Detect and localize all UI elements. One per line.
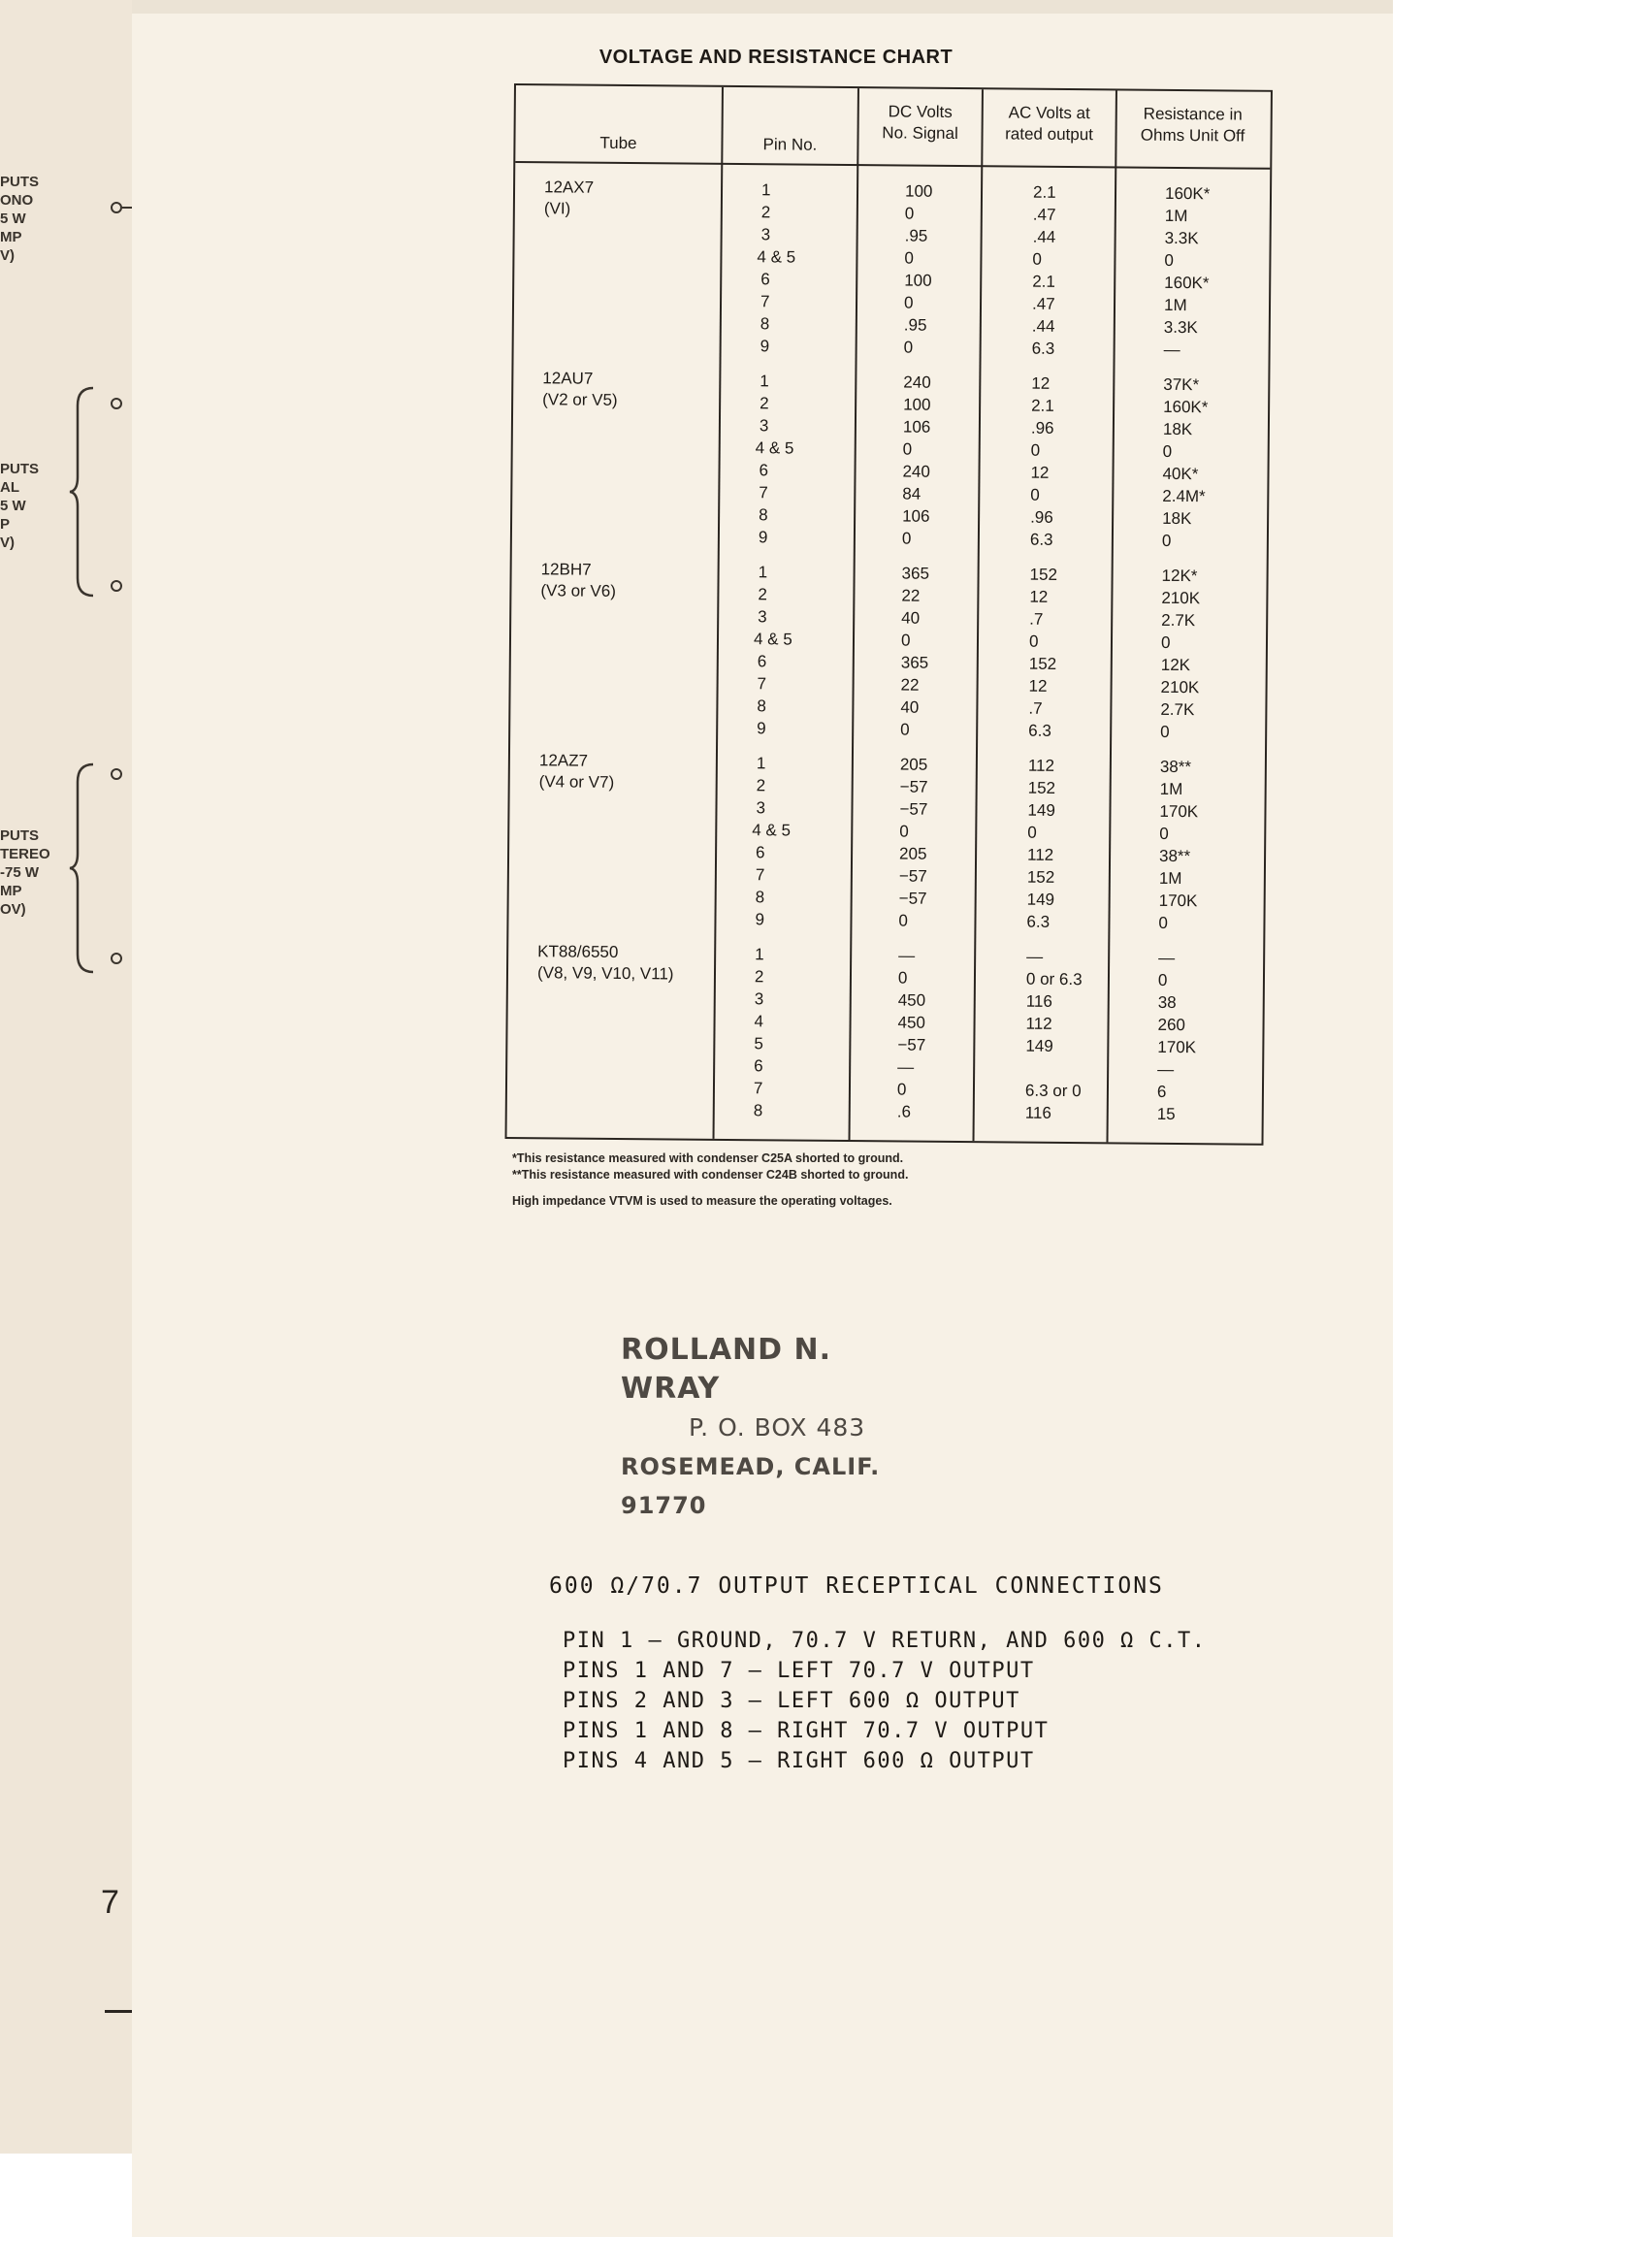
stamp-name: ROLLAND N. WRAY [621, 1333, 832, 1406]
cell-ac: 6.3 or 0 [1024, 1081, 1082, 1101]
tube-type: 12AZ7 [538, 751, 589, 770]
cell-res: 1M [1158, 868, 1182, 889]
cell-pins: 9 [760, 337, 770, 356]
cell-res: 0 [1160, 722, 1170, 741]
cell-ac: 152 [1029, 565, 1058, 584]
cell-dc: 0 [902, 439, 913, 459]
cell-dc: .95 [904, 226, 928, 245]
cell-ac: 149 [1026, 890, 1055, 909]
cell-pins: 7 [757, 674, 767, 694]
cell-pins: 6 [754, 1056, 763, 1076]
cell-dc: 22 [900, 675, 920, 695]
tube-group [507, 941, 1264, 1139]
cell-dc: 0 [903, 338, 914, 357]
connection-line: PIN 1 – GROUND, 70.7 V RETURN, AND 600 Ω C.T. [563, 1629, 1207, 1653]
column-pins [754, 943, 764, 1121]
cell-res: 38 [1157, 992, 1177, 1012]
tube-group [510, 559, 1267, 757]
cell-ac: 116 [1025, 991, 1052, 1011]
tube-label [544, 177, 594, 219]
column-pins [752, 752, 792, 930]
cell-ac: 6.3 [1029, 530, 1053, 549]
cell-dc: 22 [901, 586, 921, 605]
previous-page-number: 7 [101, 1884, 119, 1921]
cell-dc: 0 [901, 529, 912, 548]
cell-dc: 0 [899, 822, 909, 841]
cell-dc: −57 [898, 866, 927, 886]
cell-ac: .7 [1028, 698, 1043, 718]
cell-ac: 0 or 6.3 [1025, 969, 1083, 989]
cell-res: 1M [1164, 206, 1188, 226]
cell-dc: 240 [903, 373, 931, 392]
cell-pins: 4 [754, 1012, 764, 1031]
cell-dc: — [897, 1057, 915, 1077]
cell-res: 260 [1157, 1015, 1186, 1035]
tube-position: (V3 or V6) [540, 581, 617, 600]
cell-ac: 149 [1027, 800, 1055, 820]
cell-dc: −57 [899, 777, 928, 796]
jack-terminal-icon [111, 202, 122, 213]
stamp-box: P. O. BOX 483 [689, 1413, 866, 1442]
cell-pins: 9 [758, 528, 768, 547]
tube-position: (VI) [543, 199, 571, 218]
tube-label [537, 941, 674, 985]
column-ac [1025, 946, 1083, 1124]
cell-pins: 2 [754, 967, 764, 987]
column-ac [1030, 373, 1054, 551]
stamp-city: ROSEMEAD, CALIF. 91770 [621, 1453, 881, 1519]
header-tube: Tube [599, 133, 637, 153]
cell-ac: — [1026, 947, 1044, 966]
tube-group [513, 177, 1270, 374]
cell-pins: 3 [754, 989, 764, 1009]
cell-pins: 2 [758, 585, 767, 604]
cell-ac: 12 [1030, 463, 1050, 482]
cell-dc: 365 [901, 564, 930, 583]
tube-type: 12BH7 [540, 560, 592, 579]
cell-dc: .6 [896, 1102, 912, 1121]
cell-pins: 8 [757, 697, 766, 716]
cell-dc: 84 [902, 484, 922, 503]
cell-res: 0 [1158, 913, 1169, 932]
cell-ac: 152 [1027, 778, 1056, 797]
cell-res: 18K [1162, 508, 1192, 529]
cell-res: 170K [1157, 1037, 1197, 1057]
cell-dc: −57 [898, 889, 927, 908]
cell-res: 0 [1161, 531, 1172, 550]
previous-page-label-2: PUTS AL 5 W P V) [0, 461, 40, 551]
cell-res: 160K* [1164, 273, 1210, 293]
cell-res: 2.7K [1161, 610, 1196, 631]
column-dc [900, 563, 929, 741]
header-resistance: Resistance in Ohms Unit Off [1140, 104, 1245, 146]
cell-pins: 9 [755, 910, 765, 929]
cell-dc: .95 [903, 315, 927, 335]
brace-icon [68, 762, 97, 974]
cell-res: 160K* [1164, 183, 1211, 204]
cell-ac: .44 [1032, 227, 1056, 246]
cell-ac: 6.3 [1026, 912, 1051, 931]
cell-pins: 6 [756, 843, 765, 862]
tube-group [512, 368, 1269, 566]
cell-ac: 0 [1028, 632, 1039, 651]
cell-dc: 0 [900, 631, 911, 650]
connection-line: PINS 1 AND 7 – LEFT 70.7 V OUTPUT [563, 1659, 1035, 1683]
cell-dc: 100 [904, 271, 932, 290]
cell-ac: 6.3 [1031, 339, 1055, 358]
connection-line: PINS 2 AND 3 – LEFT 600 Ω OUTPUT [563, 1689, 1020, 1713]
cell-res: — [1157, 1059, 1175, 1079]
cell-dc: 205 [899, 844, 927, 863]
jack-terminal-icon [111, 953, 122, 964]
column-pins [755, 370, 794, 548]
cell-pins: 8 [760, 314, 770, 334]
cell-res: 3.3K [1163, 317, 1198, 338]
footnote: **This resistance measured with condenser C24B shorted to ground. [512, 1168, 909, 1182]
cell-pins: 1 [760, 180, 771, 200]
cell-pins: 4 & 5 [752, 821, 792, 840]
cell-dc: −57 [897, 1035, 926, 1054]
cell-pins: 8 [753, 1101, 763, 1120]
column-dc [904, 180, 933, 359]
cell-dc: 0 [904, 248, 914, 268]
cell-pins: 3 [758, 607, 767, 627]
header-pin: Pin No. [762, 135, 818, 154]
cell-dc: 0 [897, 968, 908, 988]
cell-pins: 1 [758, 563, 768, 582]
cell-res: 0 [1157, 970, 1168, 989]
cell-ac: .7 [1029, 609, 1044, 629]
cell-ac: 152 [1028, 654, 1057, 673]
cell-res: — [1158, 948, 1176, 967]
cell-res: 0 [1160, 632, 1171, 652]
cell-dc: 240 [902, 462, 930, 481]
cell-res: 210K [1161, 588, 1201, 608]
cell-dc: — [898, 946, 916, 965]
cell-ac: .47 [1032, 205, 1056, 224]
cell-ac: .96 [1030, 418, 1054, 437]
cell-dc: 365 [900, 653, 929, 672]
tube-label [539, 750, 615, 794]
column-res [1157, 947, 1197, 1125]
cell-ac: 149 [1025, 1036, 1053, 1055]
chart-footnotes [512, 1150, 908, 1210]
cell-res: 0 [1164, 250, 1174, 270]
cell-pins: 9 [757, 719, 766, 738]
cell-dc: 106 [902, 506, 930, 526]
cell-ac: 116 [1024, 1103, 1051, 1122]
column-pins [757, 178, 796, 357]
cell-pins: 6 [757, 652, 767, 671]
cell-res: 0 [1162, 441, 1173, 461]
cell-ac: 2.1 [1032, 272, 1055, 291]
cell-ac: .47 [1031, 294, 1055, 313]
voltage-resistance-table [505, 83, 1273, 1146]
cell-dc: 450 [897, 990, 926, 1010]
cell-ac: 12 [1031, 373, 1051, 393]
cell-pins: 2 [760, 203, 771, 222]
cell-ac: 112 [1026, 845, 1054, 864]
tube-position: (V8, V9, V10, V11) [536, 963, 674, 984]
cell-ac: 2.1 [1031, 396, 1054, 415]
cell-pins: 8 [755, 888, 765, 907]
cell-ac: 112 [1025, 1014, 1052, 1033]
cell-pins: 7 [760, 292, 770, 311]
tube-group [508, 750, 1265, 948]
cell-pins: 6 [759, 461, 769, 480]
cell-pins: 4 & 5 [757, 247, 796, 267]
previous-page-label-1: PUTS ONO 5 W MP V) [0, 174, 40, 264]
page-top-shadow [132, 0, 1393, 14]
cell-res: 12K* [1161, 566, 1198, 586]
cell-res: 12K [1160, 655, 1191, 675]
cell-ac: 12 [1029, 587, 1049, 606]
connections-title: 600 Ω/70.7 OUTPUT RECEPTICAL CONNECTIONS [549, 1573, 1164, 1599]
cell-ac: 112 [1027, 756, 1055, 775]
cell-res: 0 [1159, 824, 1169, 843]
jack-terminal-icon [111, 768, 122, 780]
cell-dc: 450 [897, 1013, 926, 1032]
cell-res: 18K [1162, 419, 1193, 439]
cell-pins: 2 [760, 394, 769, 413]
column-res [1162, 373, 1209, 552]
cell-pins: 3 [759, 416, 769, 436]
cell-ac: .44 [1031, 316, 1055, 336]
column-dc [902, 372, 931, 550]
connection-line: PINS 4 AND 5 – RIGHT 600 Ω OUTPUT [563, 1749, 1035, 1773]
cell-pins: 1 [760, 372, 769, 391]
cell-res: 160K* [1163, 397, 1209, 417]
cell-pins: 2 [756, 776, 766, 795]
cell-pins: 4 & 5 [753, 630, 792, 649]
cell-pins: 3 [756, 798, 766, 818]
column-ac [1032, 181, 1056, 360]
tube-type: 12AU7 [542, 369, 594, 388]
jack-terminal-icon [111, 398, 122, 409]
cell-res: 170K [1159, 801, 1199, 822]
cell-dc: 0 [903, 293, 914, 312]
cell-dc: 0 [896, 1080, 907, 1099]
cell-pins: 7 [753, 1079, 763, 1098]
cell-pins: 7 [759, 483, 768, 502]
cell-dc: 100 [903, 395, 931, 414]
cell-ac: 6.3 [1028, 721, 1051, 740]
cell-res: 2.4M* [1162, 486, 1206, 506]
cell-pins: 4 & 5 [755, 438, 794, 458]
jack-terminal-icon [111, 580, 122, 592]
cell-pins: 7 [755, 865, 765, 885]
previous-page-label-3: PUTS TEREO -75 W MP OV) [0, 827, 50, 918]
cell-res: 6 [1156, 1082, 1167, 1101]
address-stamp [621, 1331, 941, 1525]
cell-pins: 3 [760, 225, 771, 244]
tube-label [540, 559, 616, 602]
column-dc [898, 753, 927, 931]
cell-res: 38** [1159, 757, 1192, 777]
cell-dc: −57 [899, 799, 928, 819]
column-res [1158, 756, 1198, 934]
cell-res: 38** [1158, 846, 1191, 866]
column-dc [897, 944, 926, 1122]
tube-type: KT88/6550 [537, 942, 619, 961]
cell-dc: 100 [904, 181, 933, 201]
output-connections [549, 1573, 1207, 1776]
footnote: *This resistance measured with condenser C25A shorted to ground. [512, 1151, 904, 1165]
cell-dc: 106 [902, 417, 931, 437]
cell-pins: 1 [756, 754, 766, 773]
cell-dc: 40 [900, 697, 920, 717]
cell-pins: 6 [760, 270, 770, 289]
tube-type: 12AX7 [543, 178, 595, 197]
cell-ac: 0 [1027, 823, 1037, 842]
cell-dc: 205 [899, 755, 928, 774]
connection-line: PINS 1 AND 8 – RIGHT 70.7 V OUTPUT [563, 1719, 1050, 1743]
cell-ac: 0 [1032, 249, 1042, 269]
chart-title: VOLTAGE AND RESISTANCE CHART [598, 47, 954, 68]
cell-dc: 0 [898, 911, 909, 930]
cell-ac: 0 [1030, 485, 1040, 504]
footnote: High impedance VTVM is used to measure the operating voltages. [512, 1194, 892, 1208]
cell-dc: 0 [900, 720, 910, 739]
cell-res: 2.7K [1160, 699, 1195, 720]
tube-label [542, 368, 618, 411]
cell-res: 210K [1160, 677, 1200, 697]
column-res [1164, 182, 1211, 361]
column-res [1160, 565, 1200, 743]
tube-position: (V2 or V5) [542, 390, 618, 409]
cell-pins: 5 [754, 1034, 763, 1053]
cell-res: 37K* [1163, 374, 1200, 395]
cell-ac [1025, 1057, 1082, 1081]
cell-res: 170K [1158, 891, 1198, 911]
cell-pins: 1 [755, 945, 764, 964]
column-ac [1026, 755, 1055, 933]
column-ac [1028, 564, 1057, 742]
column-pins [753, 561, 792, 739]
cell-res: 15 [1156, 1104, 1176, 1123]
cell-pins: 8 [759, 505, 768, 525]
brace-icon [68, 386, 97, 598]
cell-res: 3.3K [1164, 228, 1199, 248]
cell-res: 1M [1159, 779, 1183, 799]
cell-ac: 0 [1030, 440, 1041, 460]
tube-position: (V4 or V7) [538, 772, 615, 792]
cell-ac: .96 [1030, 507, 1053, 527]
cell-res: — [1163, 340, 1180, 360]
cell-res: 1M [1163, 295, 1187, 315]
cell-ac: 152 [1026, 867, 1055, 887]
header-dc-volts: DC Volts No. Signal [882, 102, 958, 143]
cell-ac: 2.1 [1032, 182, 1056, 202]
cell-ac: 12 [1028, 676, 1048, 696]
cell-dc: 0 [904, 204, 915, 223]
cell-res: 40K* [1162, 464, 1199, 484]
header-ac-volts: AC Volts at rated output [1005, 103, 1094, 145]
cell-dc: 40 [901, 608, 921, 628]
